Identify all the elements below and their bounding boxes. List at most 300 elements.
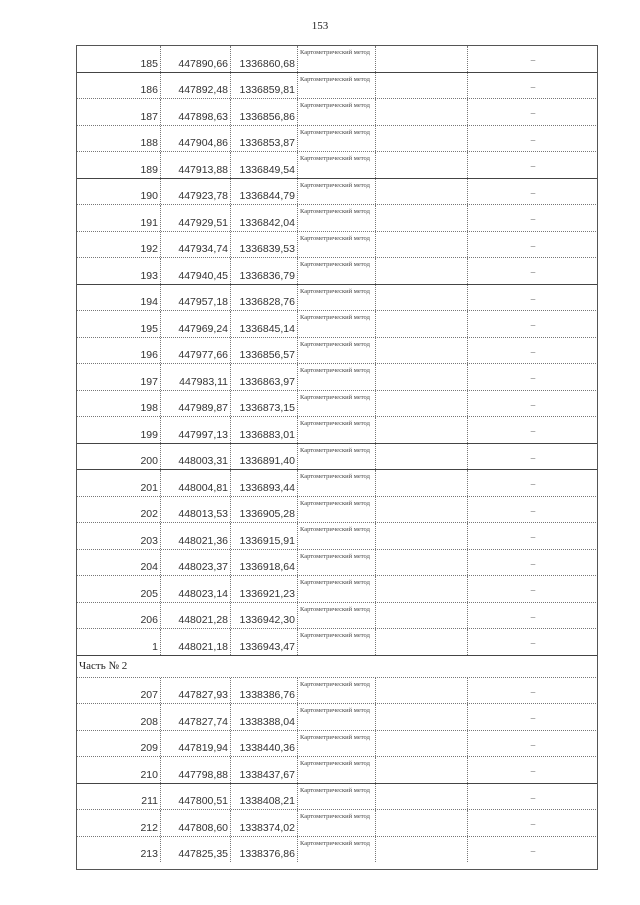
point-number: 210 bbox=[140, 768, 158, 781]
x-coordinate: 447934,74 bbox=[178, 243, 228, 255]
method-cell bbox=[298, 417, 376, 443]
y-coordinate-cell bbox=[231, 152, 298, 178]
point-number-cell bbox=[76, 73, 161, 99]
method-text: Картометрический метод bbox=[300, 446, 370, 454]
x-coordinate: 448004,81 bbox=[178, 481, 228, 494]
dash-mark: – bbox=[530, 505, 536, 516]
table-row bbox=[76, 310, 598, 337]
y-coordinate: 1336856,86 bbox=[239, 110, 295, 123]
table-row bbox=[76, 496, 598, 523]
method-cell bbox=[298, 126, 376, 152]
method-text: Картометрический метод bbox=[300, 181, 370, 189]
x-coordinate: 448021,36 bbox=[178, 534, 228, 547]
method-text: Картометрический метод bbox=[300, 605, 370, 613]
point-number-cell bbox=[76, 837, 161, 863]
method-cell bbox=[298, 338, 376, 364]
method-text: Картометрический метод bbox=[300, 155, 370, 162]
y-coordinate: 1336856,57 bbox=[239, 349, 295, 361]
point-number: 204 bbox=[140, 561, 158, 573]
method-cell bbox=[298, 444, 376, 470]
y-coordinate-cell bbox=[231, 757, 298, 783]
method-text: Картометрический метод bbox=[300, 499, 370, 507]
point-number: 203 bbox=[140, 534, 158, 547]
description-cell bbox=[468, 364, 598, 390]
description-cell bbox=[468, 704, 598, 730]
dash-mark: – bbox=[530, 558, 536, 569]
x-coordinate-cell bbox=[161, 731, 231, 757]
x-coordinate-cell bbox=[161, 391, 231, 417]
point-number: 1 bbox=[152, 640, 158, 653]
x-coordinate-cell bbox=[161, 364, 231, 390]
table-row bbox=[76, 703, 598, 730]
x-coordinate-cell bbox=[161, 179, 231, 205]
table-row bbox=[76, 730, 598, 757]
x-coordinate-cell bbox=[161, 417, 231, 443]
method-text: Картометрический метод bbox=[300, 839, 370, 847]
dash-mark: – bbox=[530, 399, 536, 410]
method-text: Картометрический метод bbox=[300, 420, 370, 427]
accuracy-cell bbox=[376, 757, 468, 783]
point-number: 199 bbox=[140, 428, 158, 441]
table-row bbox=[76, 337, 598, 364]
point-number-cell bbox=[76, 704, 161, 730]
point-number: 212 bbox=[140, 821, 158, 834]
y-coordinate-cell bbox=[231, 470, 298, 496]
table-row bbox=[76, 416, 598, 443]
point-number-cell bbox=[76, 338, 161, 364]
point-number: 187 bbox=[140, 110, 158, 123]
table-row bbox=[76, 178, 598, 205]
method-text: Картометрический метод bbox=[300, 579, 370, 586]
dash-mark: – bbox=[530, 134, 536, 145]
point-number-cell bbox=[76, 629, 161, 655]
y-coordinate-cell bbox=[231, 391, 298, 417]
point-number: 188 bbox=[140, 137, 158, 149]
x-coordinate-cell bbox=[161, 126, 231, 152]
dash-mark: – bbox=[530, 792, 536, 803]
x-coordinate-cell bbox=[161, 497, 231, 523]
accuracy-cell bbox=[376, 179, 468, 205]
dash-mark: – bbox=[530, 267, 536, 277]
accuracy-cell bbox=[376, 704, 468, 730]
y-coordinate: 1336921,23 bbox=[239, 587, 295, 600]
point-number: 191 bbox=[140, 216, 158, 229]
point-number: 190 bbox=[140, 190, 158, 202]
point-number-cell bbox=[76, 232, 161, 258]
point-number-cell bbox=[76, 391, 161, 417]
accuracy-cell bbox=[376, 784, 468, 810]
table-row bbox=[76, 98, 598, 125]
point-number-cell bbox=[76, 152, 161, 178]
y-coordinate-cell bbox=[231, 205, 298, 231]
point-number: 193 bbox=[140, 269, 158, 282]
method-text: Картометрический метод bbox=[300, 340, 370, 348]
point-number-cell bbox=[76, 126, 161, 152]
x-coordinate-cell bbox=[161, 205, 231, 231]
accuracy-cell bbox=[376, 444, 468, 470]
point-number-cell bbox=[76, 784, 161, 810]
description-cell bbox=[468, 126, 598, 152]
description-cell bbox=[468, 205, 598, 231]
dash-mark: – bbox=[530, 426, 536, 436]
table-row bbox=[76, 549, 598, 576]
method-text: Картометрический метод bbox=[300, 128, 370, 136]
dash-mark: – bbox=[530, 55, 536, 65]
y-coordinate-cell bbox=[231, 837, 298, 863]
y-coordinate-cell bbox=[231, 364, 298, 390]
description-cell bbox=[468, 550, 598, 576]
table-row bbox=[76, 443, 598, 470]
method-cell bbox=[298, 232, 376, 258]
description-cell bbox=[468, 258, 598, 284]
table-row bbox=[76, 469, 598, 496]
accuracy-cell bbox=[376, 678, 468, 704]
table-row bbox=[76, 257, 598, 284]
accuracy-cell bbox=[376, 497, 468, 523]
method-cell bbox=[298, 470, 376, 496]
point-number-cell bbox=[76, 470, 161, 496]
table-row bbox=[76, 836, 598, 863]
y-coordinate-cell bbox=[231, 99, 298, 125]
accuracy-cell bbox=[376, 205, 468, 231]
point-number: 186 bbox=[140, 84, 158, 96]
accuracy-cell bbox=[376, 46, 468, 72]
description-cell bbox=[468, 232, 598, 258]
description-cell bbox=[468, 311, 598, 337]
x-coordinate-cell bbox=[161, 550, 231, 576]
dash-mark: – bbox=[530, 532, 536, 542]
description-cell bbox=[468, 338, 598, 364]
description-cell bbox=[468, 46, 598, 72]
x-coordinate-cell bbox=[161, 99, 231, 125]
point-number-cell bbox=[76, 444, 161, 470]
y-coordinate: 1336844,79 bbox=[239, 190, 295, 202]
y-coordinate: 1338440,36 bbox=[239, 742, 295, 754]
table-row bbox=[76, 390, 598, 417]
table-row bbox=[76, 45, 598, 72]
x-coordinate-cell bbox=[161, 678, 231, 704]
table-row bbox=[76, 628, 598, 655]
y-coordinate-cell bbox=[231, 497, 298, 523]
accuracy-cell bbox=[376, 523, 468, 549]
method-text: Картометрический метод bbox=[300, 49, 370, 56]
table-row bbox=[76, 231, 598, 258]
dash-mark: – bbox=[530, 686, 536, 697]
method-cell bbox=[298, 810, 376, 836]
method-text: Картометрический метод bbox=[300, 234, 370, 242]
accuracy-cell bbox=[376, 417, 468, 443]
dash-mark: – bbox=[530, 240, 536, 251]
dash-mark: – bbox=[530, 479, 536, 489]
x-coordinate: 448003,31 bbox=[178, 455, 228, 467]
description-cell bbox=[468, 73, 598, 99]
method-text: Картометрический метод bbox=[300, 632, 370, 639]
x-coordinate: 447825,35 bbox=[178, 848, 228, 860]
method-text: Картометрический метод bbox=[300, 393, 370, 401]
y-coordinate-cell bbox=[231, 444, 298, 470]
dash-mark: – bbox=[530, 161, 536, 171]
y-coordinate: 1338374,02 bbox=[239, 821, 295, 834]
x-coordinate-cell bbox=[161, 258, 231, 284]
method-text: Картометрический метод bbox=[300, 526, 370, 533]
dash-mark: – bbox=[530, 452, 536, 463]
method-cell bbox=[298, 179, 376, 205]
y-coordinate-cell bbox=[231, 179, 298, 205]
y-coordinate: 1336918,64 bbox=[239, 561, 295, 573]
method-text: Картометрический метод bbox=[300, 208, 370, 215]
point-number-cell bbox=[76, 757, 161, 783]
description-cell bbox=[468, 523, 598, 549]
method-cell bbox=[298, 258, 376, 284]
description-cell bbox=[468, 576, 598, 602]
accuracy-cell bbox=[376, 232, 468, 258]
method-text: Картометрический метод bbox=[300, 813, 370, 820]
y-coordinate-cell bbox=[231, 232, 298, 258]
point-number: 205 bbox=[140, 587, 158, 600]
y-coordinate: 1336943,47 bbox=[239, 640, 295, 653]
x-coordinate-cell bbox=[161, 810, 231, 836]
accuracy-cell bbox=[376, 810, 468, 836]
x-coordinate: 448021,18 bbox=[178, 640, 228, 653]
x-coordinate-cell bbox=[161, 523, 231, 549]
x-coordinate: 447940,45 bbox=[178, 269, 228, 282]
point-number: 185 bbox=[140, 57, 158, 70]
y-coordinate-cell bbox=[231, 285, 298, 311]
x-coordinate: 447898,63 bbox=[178, 110, 228, 123]
x-coordinate-cell bbox=[161, 311, 231, 337]
point-number: 197 bbox=[140, 375, 158, 388]
point-number-cell bbox=[76, 523, 161, 549]
point-number: 200 bbox=[140, 455, 158, 467]
point-number: 206 bbox=[140, 614, 158, 626]
y-coordinate: 1338388,04 bbox=[239, 715, 295, 728]
x-coordinate-cell bbox=[161, 757, 231, 783]
accuracy-cell bbox=[376, 311, 468, 337]
dash-mark: – bbox=[530, 108, 536, 118]
x-coordinate: 447923,78 bbox=[178, 190, 228, 202]
dash-mark: – bbox=[530, 819, 536, 829]
accuracy-cell bbox=[376, 837, 468, 863]
y-coordinate: 1336873,15 bbox=[239, 402, 295, 414]
y-coordinate: 1336839,53 bbox=[239, 243, 295, 255]
x-coordinate-cell bbox=[161, 470, 231, 496]
method-text: Картометрический метод bbox=[300, 75, 370, 83]
method-text: Картометрический метод bbox=[300, 102, 370, 109]
point-number-cell bbox=[76, 205, 161, 231]
y-coordinate-cell bbox=[231, 73, 298, 99]
method-cell bbox=[298, 46, 376, 72]
table-part-1 bbox=[76, 45, 598, 655]
point-number: 195 bbox=[140, 322, 158, 335]
y-coordinate: 1336883,01 bbox=[239, 428, 295, 441]
dash-mark: – bbox=[530, 81, 536, 92]
accuracy-cell bbox=[376, 470, 468, 496]
dash-mark: – bbox=[530, 713, 536, 723]
description-cell bbox=[468, 784, 598, 810]
method-cell bbox=[298, 523, 376, 549]
accuracy-cell bbox=[376, 258, 468, 284]
y-coordinate-cell bbox=[231, 704, 298, 730]
y-coordinate-cell bbox=[231, 550, 298, 576]
y-coordinate-cell bbox=[231, 126, 298, 152]
x-coordinate: 447957,18 bbox=[178, 296, 228, 308]
y-coordinate-cell bbox=[231, 629, 298, 655]
description-cell bbox=[468, 731, 598, 757]
table-row bbox=[76, 72, 598, 99]
dash-mark: – bbox=[530, 766, 536, 776]
accuracy-cell bbox=[376, 391, 468, 417]
y-coordinate-cell bbox=[231, 603, 298, 629]
description-cell bbox=[468, 152, 598, 178]
x-coordinate: 447977,66 bbox=[178, 349, 228, 361]
dash-mark: – bbox=[530, 585, 536, 595]
x-coordinate-cell bbox=[161, 837, 231, 863]
dash-mark: – bbox=[530, 320, 536, 330]
accuracy-cell bbox=[376, 629, 468, 655]
point-number-cell bbox=[76, 99, 161, 125]
accuracy-cell bbox=[376, 99, 468, 125]
dash-mark: – bbox=[530, 845, 536, 856]
table-row bbox=[76, 575, 598, 602]
method-cell bbox=[298, 391, 376, 417]
accuracy-cell bbox=[376, 73, 468, 99]
y-coordinate: 1338376,86 bbox=[239, 848, 295, 860]
x-coordinate-cell bbox=[161, 784, 231, 810]
x-coordinate-cell bbox=[161, 603, 231, 629]
method-cell bbox=[298, 704, 376, 730]
x-coordinate: 447913,88 bbox=[178, 163, 228, 176]
description-cell bbox=[468, 99, 598, 125]
point-number: 192 bbox=[140, 243, 158, 255]
table-row bbox=[76, 602, 598, 629]
point-number: 201 bbox=[140, 481, 158, 494]
x-coordinate: 447800,51 bbox=[178, 795, 228, 807]
method-cell bbox=[298, 99, 376, 125]
x-coordinate: 447892,48 bbox=[178, 84, 228, 96]
x-coordinate: 447929,51 bbox=[178, 216, 228, 229]
y-coordinate-cell bbox=[231, 731, 298, 757]
y-coordinate-cell bbox=[231, 523, 298, 549]
method-cell bbox=[298, 152, 376, 178]
method-cell bbox=[298, 497, 376, 523]
table-part-2 bbox=[76, 677, 598, 863]
description-cell bbox=[468, 444, 598, 470]
accuracy-cell bbox=[376, 152, 468, 178]
y-coordinate: 1336828,76 bbox=[239, 296, 295, 308]
y-coordinate-cell bbox=[231, 417, 298, 443]
x-coordinate: 447904,86 bbox=[178, 137, 228, 149]
y-coordinate-cell bbox=[231, 784, 298, 810]
x-coordinate: 448013,53 bbox=[178, 508, 228, 520]
y-coordinate-cell bbox=[231, 678, 298, 704]
point-number-cell bbox=[76, 311, 161, 337]
table-row bbox=[76, 151, 598, 178]
x-coordinate-cell bbox=[161, 232, 231, 258]
method-cell bbox=[298, 603, 376, 629]
method-text: Картометрический метод bbox=[300, 473, 370, 480]
x-coordinate: 447798,88 bbox=[178, 768, 228, 781]
dash-mark: – bbox=[530, 611, 536, 622]
y-coordinate-cell bbox=[231, 576, 298, 602]
method-text: Картометрический метод bbox=[300, 760, 370, 767]
x-coordinate: 447890,66 bbox=[178, 57, 228, 70]
point-number-cell bbox=[76, 497, 161, 523]
x-coordinate-cell bbox=[161, 285, 231, 311]
y-coordinate: 1336893,44 bbox=[239, 481, 295, 494]
table-row bbox=[76, 363, 598, 390]
x-coordinate: 448021,28 bbox=[178, 614, 228, 626]
y-coordinate: 1338386,76 bbox=[239, 689, 295, 701]
y-coordinate: 1336863,97 bbox=[239, 375, 295, 388]
x-coordinate: 447969,24 bbox=[178, 322, 228, 335]
table-row bbox=[76, 522, 598, 549]
dash-mark: – bbox=[530, 214, 536, 224]
point-number: 189 bbox=[140, 163, 158, 176]
description-cell bbox=[468, 603, 598, 629]
point-number-cell bbox=[76, 731, 161, 757]
y-coordinate: 1336845,14 bbox=[239, 322, 295, 335]
description-cell bbox=[468, 470, 598, 496]
point-number: 208 bbox=[140, 715, 158, 728]
method-cell bbox=[298, 364, 376, 390]
method-cell bbox=[298, 757, 376, 783]
x-coordinate: 447808,60 bbox=[178, 821, 228, 834]
x-coordinate-cell bbox=[161, 338, 231, 364]
y-coordinate: 1336891,40 bbox=[239, 455, 295, 467]
method-cell bbox=[298, 205, 376, 231]
y-coordinate-cell bbox=[231, 311, 298, 337]
dash-mark: – bbox=[530, 187, 536, 198]
point-number-cell bbox=[76, 678, 161, 704]
y-coordinate-cell bbox=[231, 46, 298, 72]
x-coordinate-cell bbox=[161, 629, 231, 655]
accuracy-cell bbox=[376, 576, 468, 602]
point-number-cell bbox=[76, 285, 161, 311]
point-number-cell bbox=[76, 810, 161, 836]
description-cell bbox=[468, 179, 598, 205]
y-coordinate-cell bbox=[231, 338, 298, 364]
point-number: 194 bbox=[140, 296, 158, 308]
accuracy-cell bbox=[376, 731, 468, 757]
method-cell bbox=[298, 629, 376, 655]
y-coordinate: 1336915,91 bbox=[239, 534, 295, 547]
point-number-cell bbox=[76, 417, 161, 443]
description-cell bbox=[468, 285, 598, 311]
point-number: 213 bbox=[140, 848, 158, 860]
x-coordinate-cell bbox=[161, 46, 231, 72]
x-coordinate: 447997,13 bbox=[178, 428, 228, 441]
accuracy-cell bbox=[376, 338, 468, 364]
y-coordinate: 1338408,21 bbox=[239, 795, 295, 807]
x-coordinate: 448023,37 bbox=[178, 561, 228, 573]
method-cell bbox=[298, 784, 376, 810]
dash-mark: – bbox=[530, 346, 536, 357]
x-coordinate-cell bbox=[161, 152, 231, 178]
x-coordinate: 447827,93 bbox=[178, 689, 228, 701]
point-number: 209 bbox=[140, 742, 158, 754]
method-text: Картометрический метод bbox=[300, 367, 370, 374]
x-coordinate: 448023,14 bbox=[178, 587, 228, 600]
y-coordinate: 1336942,30 bbox=[239, 614, 295, 626]
accuracy-cell bbox=[376, 364, 468, 390]
y-coordinate-cell bbox=[231, 810, 298, 836]
point-number-cell bbox=[76, 258, 161, 284]
section-label: Часть № 2 bbox=[79, 659, 128, 672]
method-cell bbox=[298, 73, 376, 99]
table-row bbox=[76, 756, 598, 783]
table-row bbox=[76, 284, 598, 311]
method-text: Картометрический метод bbox=[300, 707, 370, 714]
